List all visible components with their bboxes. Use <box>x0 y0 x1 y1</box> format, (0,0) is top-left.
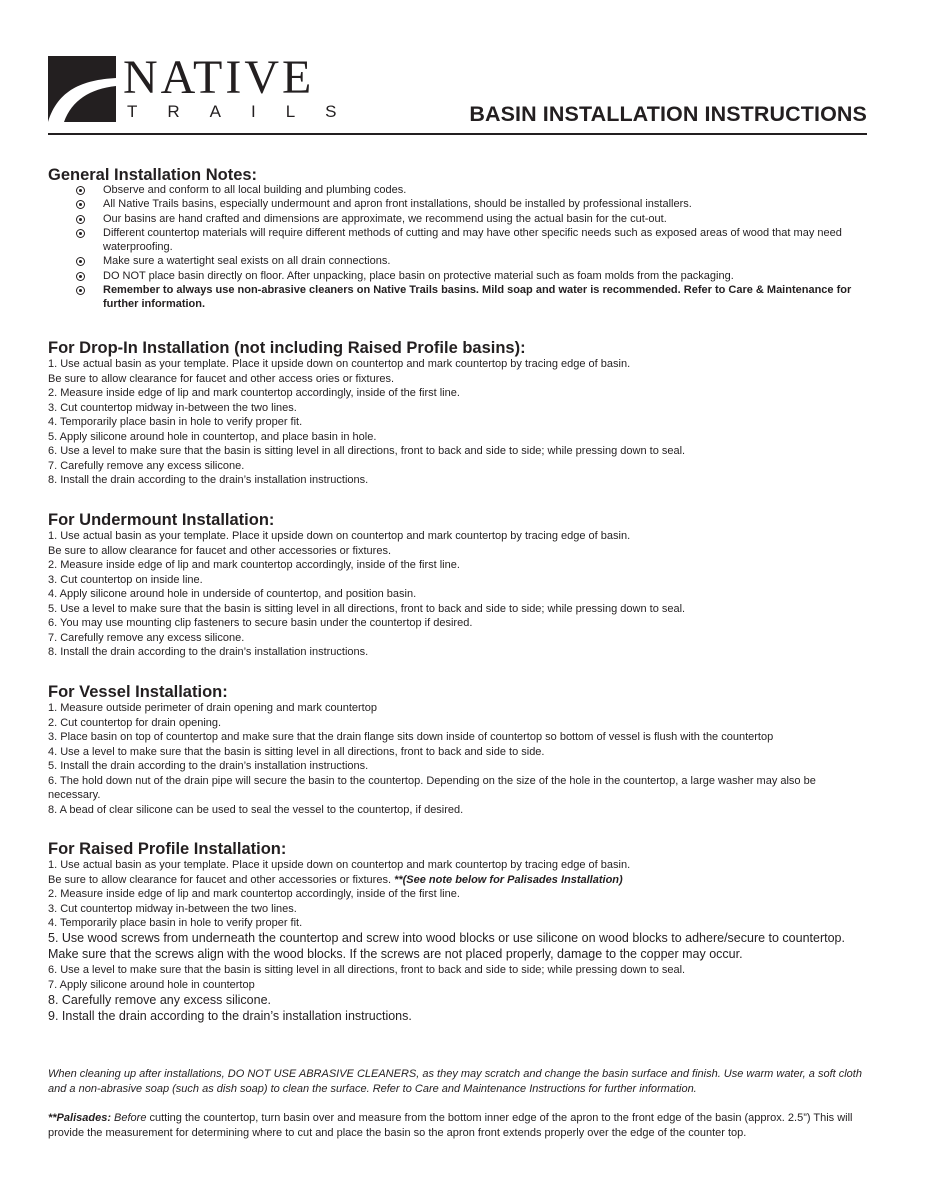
page-title: BASIN INSTALLATION INSTRUCTIONS <box>469 102 867 126</box>
list-item: DO NOT place basin directly on floor. After unpacking, place basin on protective material such as foam molds from the packaging. <box>76 269 868 283</box>
raised-profile-step: 7. Apply silicone around hole in countertop <box>48 978 255 991</box>
native-trails-logo <box>48 51 367 124</box>
drop-in-step: Be sure to allow clearance for faucet and other access ories or fixtures. <box>48 372 395 385</box>
list-item: Remember to always use non-abrasive cleaners on Native Trails basins. Mild soap and water is recommended. Refer to Care & Maintenance for further information. <box>76 283 868 312</box>
drop-in-step: 4. Temporarily place basin in hole to verify proper fit. <box>48 416 303 428</box>
vessel-step: 2. Cut countertop for drain opening. <box>48 716 222 729</box>
raised-profile-step: 9. Install the drain according to the drain’s installation instructions. <box>48 1009 412 1023</box>
vessel-step: 1. Measure outside perimeter of drain opening and mark countertop <box>48 702 377 714</box>
drop-in-step: 2. Measure inside edge of lip and mark countertop accordingly, inside of the first line. <box>48 387 460 399</box>
vessel-step: 4. Use a level to make sure that the basin is sitting level in all directions, front to back and side to side. <box>48 745 545 758</box>
target-bullet-icon <box>76 257 85 266</box>
undermount-step: 2. Measure inside edge of lip and mark countertop accordingly, inside of the first line. <box>48 559 460 571</box>
logo-mark-icon <box>48 56 116 122</box>
raised-profile-step: 8. Carefully remove any excess silicone. <box>48 992 272 1007</box>
drop-in-step: 6. Use a level to make sure that the basin is sitting level in all directions, front to back and side to side; while pressing down to seal. <box>48 445 686 457</box>
drop-in-step: 7. Carefully remove any excess silicone. <box>48 459 245 472</box>
target-bullet-icon <box>76 272 85 281</box>
drop-in-step: 8. Install the drain according to the drain’s installation instructions. <box>48 474 369 486</box>
list-item: All Native Trails basins, especially undermount and apron front installations, should be installed by professional installers. <box>76 197 868 211</box>
target-bullet-icon <box>76 229 85 238</box>
target-bullet-icon <box>76 200 85 209</box>
drop-in-step: 5. Apply silicone around hole in countertop, and place basin in hole. <box>48 430 377 443</box>
raised-profile-step: 2. Measure inside edge of lip and mark countertop accordingly, inside of the first line. <box>48 888 460 900</box>
palisades-note: **Palisades: Before cutting the countertop, turn basin over and measure from the bottom inner edge of the apron to the front edge of the basin (approx. 2.5”) This will provide the measurement for determining where to cut and place the basin so the apron front extends properly over the edge of the counter top. <box>48 1112 853 1139</box>
list-item: Our basins are hand crafted and dimensions are approximate, we recommend using the actual basin for the cut-out. <box>76 212 868 226</box>
header-divider <box>48 133 867 135</box>
drop-in-step: 1. Use actual basin as your template. Place it upside down on countertop and mark countertop by tracing edge of basin. <box>48 358 631 370</box>
drop-in-step: 3. Cut countertop midway in-between the two lines. <box>48 401 297 414</box>
palisades-note-link: **(See note below for Palisades Installation) <box>394 873 623 886</box>
list-item: Observe and conform to all local building and plumbing codes. <box>76 183 868 197</box>
target-bullet-icon <box>76 215 85 224</box>
list-item: Different countertop materials will require different methods of cutting and may have other specific needs such as exposed areas of wood that may need waterproofing. <box>76 226 868 255</box>
raised-profile-step: 6. Use a level to make sure that the basin is sitting level in all directions, front to back and side to side; while pressing down to seal. <box>48 964 686 976</box>
undermount-step: 7. Carefully remove any excess silicone. <box>48 631 245 644</box>
undermount-step: 1. Use actual basin as your template. Place it upside down on countertop and mark countertop by tracing edge of basin. <box>48 530 631 542</box>
undermount-step: 4. Apply silicone around hole in underside of countertop, and position basin. <box>48 588 417 600</box>
target-bullet-icon <box>76 186 85 195</box>
undermount-step: 5. Use a level to make sure that the basin is sitting level in all directions, front to back and side to side; while pressing down to seal. <box>48 602 686 615</box>
raised-profile-step: 4. Temporarily place basin in hole to verify proper fit. <box>48 917 303 929</box>
undermount-step: Be sure to allow clearance for faucet and other accessories or fixtures. <box>48 544 392 557</box>
vessel-step: 8. A bead of clear silicone can be used to seal the vessel to the countertop, if desired. <box>48 804 464 816</box>
undermount-step: 6. You may use mounting clip fasteners to secure basin under the countertop if desired. <box>48 617 473 629</box>
raised-profile-title: For Raised Profile Installation: <box>48 840 287 858</box>
vessel-step: 5. Install the drain according to the drain’s installation instructions. <box>48 760 369 772</box>
vessel-step: 6. The hold down nut of the drain pipe will secure the basin to the countertop. Depending on the size of the hole in the countertop, a large washer may also be necessary. <box>48 774 816 801</box>
raised-profile-step: 3. Cut countertop midway in-between the two lines. <box>48 902 297 915</box>
drop-in-title: For Drop-In Installation (not including Raised Profile basins): <box>48 339 526 357</box>
list-item: Make sure a watertight seal exists on all drain connections. <box>76 254 868 268</box>
raised-profile-step: Be sure to allow clearance for faucet and other accessories or fixtures. **(See note below for Palisades Installation) <box>48 873 623 886</box>
raised-profile-step: 1. Use actual basin as your template. Place it upside down on countertop and mark countertop by tracing edge of basin. <box>48 859 631 871</box>
cleaning-note: When cleaning up after installations, DO NOT USE ABRASIVE CLEANERS, as they may scratch and change the basin surface and finish. Use warm water, a soft cloth and a non-abrasive soap (such as dish soap) to clean the surface. Refer to Care and Maintenance Instructions for further information. <box>48 1068 862 1095</box>
undermount-step: 8. Install the drain according to the drain’s installation instructions. <box>48 646 369 658</box>
general-notes-title: General Installation Notes: <box>48 166 258 184</box>
general-notes-list <box>76 183 868 312</box>
undermount-step: 3. Cut countertop on inside line. <box>48 573 203 586</box>
undermount-title: For Undermount Installation: <box>48 511 275 529</box>
vessel-title: For Vessel Installation: <box>48 683 228 701</box>
target-bullet-icon <box>76 286 85 295</box>
raised-profile-step: 5. Use wood screws from underneath the countertop and screw into wood blocks or use silicone on wood blocks to adhere/secure to countertop. Make sure that the screws align with the wood blocks. If the screws are not placed properly, damage to the copper may occur. <box>48 931 845 961</box>
vessel-step: 3. Place basin on top of countertop and make sure that the drain flange sits down inside of countertop so bottom of vessel is flush with the countertop <box>48 731 774 743</box>
logo-wordmark-trails: TRAILS <box>127 102 367 121</box>
logo-wordmark-native: NATIVE <box>123 51 315 104</box>
